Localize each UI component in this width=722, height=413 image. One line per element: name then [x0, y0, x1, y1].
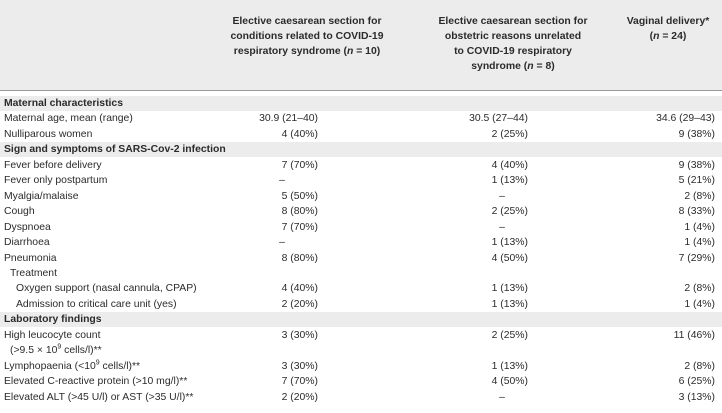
- header-col-3-line: Vaginal delivery*: [626, 16, 710, 27]
- row-label: Elevated C-reactive protein (>10 mg/l)**: [4, 376, 188, 388]
- cell-col-3: 1 (4%): [684, 221, 715, 233]
- cell-col-3: 1 (4%): [684, 237, 715, 249]
- cell-col-2: –: [499, 221, 505, 233]
- table-row: [0, 328, 722, 343]
- cell-col-3: 8 (33%): [678, 206, 715, 218]
- section-header-row: [0, 96, 722, 111]
- cell-col-2: 1 (13%): [491, 360, 528, 372]
- row-label: Cough: [4, 206, 35, 218]
- cell-col-2: 1 (13%): [491, 283, 528, 295]
- cell-col-2: 1 (13%): [491, 298, 528, 310]
- table-row: [0, 158, 722, 173]
- cell-col-3: 34.6 (29–43): [656, 113, 715, 125]
- cell-col-3: 5 (21%): [678, 175, 715, 187]
- cell-col-1: –: [279, 237, 285, 249]
- row-label: ($>9.5 \times 10^9$ cells/l)**: [10, 343, 102, 357]
- cell-col-2: 4 (50%): [491, 252, 528, 264]
- cell-col-3: 2 (8%): [684, 283, 715, 295]
- section-label: Sign and symptoms of SARS-Cov-2 infection: [4, 144, 226, 156]
- cell-col-3: 9 (38%): [678, 159, 715, 171]
- row-label: Admission to critical care unit (yes): [16, 298, 177, 310]
- cell-col-2: –: [499, 391, 505, 403]
- cell-col-2: –: [499, 190, 505, 202]
- cell-col-1: 8 (80%): [281, 252, 318, 264]
- cell-col-1: 7 (70%): [281, 159, 318, 171]
- table-row: [0, 235, 722, 250]
- cell-col-1: 7 (70%): [281, 376, 318, 388]
- cell-col-1: 3 (30%): [281, 329, 318, 341]
- cell-col-3: 9 (38%): [678, 128, 715, 140]
- row-label: Lymphopaenia ($<10^9$ cells/l)**: [4, 359, 141, 372]
- table-row: [0, 204, 722, 219]
- table-row: [0, 111, 722, 126]
- cell-col-2: 1 (13%): [491, 237, 528, 249]
- section-header-row: [0, 142, 722, 157]
- row-label: Myalgia/malaise: [4, 190, 79, 202]
- row-label: Diarrhoea: [4, 237, 50, 249]
- header-col-2-line: [413, 59, 613, 74]
- header-col-3-line: [612, 29, 722, 44]
- table-row: [0, 281, 722, 296]
- table-row: [0, 343, 722, 358]
- cell-col-1: 4 (40%): [281, 283, 318, 295]
- cell-col-3: 3 (13%): [678, 391, 715, 403]
- header-col-2-line: obstetric reasons unrelated: [444, 31, 582, 42]
- cell-col-1: 8 (80%): [281, 206, 318, 218]
- table-row: [0, 251, 722, 266]
- header-col-1-line: [212, 44, 402, 59]
- header-col-2-line: Elective caesarean section for: [438, 16, 588, 27]
- header-col-1-line: conditions related to COVID-19: [230, 31, 384, 42]
- row-label: High leucocyte count: [4, 329, 101, 341]
- table-row: [0, 359, 722, 374]
- row-label: Nulliparous women: [4, 128, 93, 140]
- cell-col-1: 3 (30%): [281, 360, 318, 372]
- table-row: [0, 390, 722, 405]
- cell-col-3: 6 (25%): [678, 376, 715, 388]
- cell-col-3: 2 (8%): [684, 190, 715, 202]
- header-col-2: [413, 14, 613, 74]
- cell-col-3: 7 (29%): [678, 252, 715, 264]
- cell-col-2: 2 (25%): [491, 329, 528, 341]
- cell-col-1: 5 (50%): [281, 190, 318, 202]
- table-row: [0, 127, 722, 142]
- row-label: Fever before delivery: [4, 159, 102, 171]
- table-row: [0, 173, 722, 188]
- cell-col-2: 2 (25%): [491, 206, 528, 218]
- cell-col-1: 2 (20%): [281, 298, 318, 310]
- row-label: Elevated ALT (>45 U/l) or AST (>35 U/l)**: [4, 391, 194, 403]
- cell-col-3: 11 (46%): [673, 329, 715, 341]
- row-label: Dyspnoea: [4, 221, 51, 233]
- header-col-1: [212, 14, 402, 59]
- table-row: [0, 266, 722, 281]
- header-rule: [0, 90, 722, 91]
- row-label: Fever only postpartum: [4, 175, 108, 187]
- cell-col-1: 4 (40%): [281, 128, 318, 140]
- row-label: Oxygen support (nasal cannula, CPAP): [16, 283, 197, 295]
- cell-col-2: 4 (40%): [491, 159, 528, 171]
- header-col-2-line: to COVID-19 respiratory: [454, 46, 572, 57]
- header-col-3-n: (n = 24): [649, 31, 687, 42]
- cell-col-2: 2 (25%): [491, 128, 528, 140]
- row-label: Treatment: [10, 267, 57, 279]
- cell-col-2: 30.5 (27–44): [469, 113, 528, 125]
- row-label: Pneumonia: [4, 252, 57, 264]
- row-label: Maternal age, mean (range): [4, 113, 133, 125]
- table-row: [0, 297, 722, 312]
- cell-col-3: 2 (8%): [684, 360, 715, 372]
- cell-col-2: 4 (50%): [491, 376, 528, 388]
- table-row: [0, 374, 722, 389]
- cell-col-1: 2 (20%): [281, 391, 318, 403]
- header-col-2-n: syndrome (n = 8): [471, 61, 555, 72]
- section-label: Laboratory findings: [4, 314, 102, 326]
- table-row: [0, 220, 722, 235]
- cell-col-2: 1 (13%): [491, 175, 528, 187]
- cell-col-1: 30.9 (21–40): [259, 113, 318, 125]
- cell-col-3: 1 (4%): [684, 298, 715, 310]
- header-col-1-n: respiratory syndrome (n = 10): [233, 46, 381, 57]
- table-row: [0, 189, 722, 204]
- header-col-3: [612, 14, 722, 44]
- section-header-row: [0, 312, 722, 327]
- header-col-1-line: Elective caesarean section for: [232, 16, 382, 27]
- cell-col-1: 7 (70%): [281, 221, 318, 233]
- section-label: Maternal characteristics: [4, 98, 123, 109]
- cell-col-1: –: [279, 175, 285, 187]
